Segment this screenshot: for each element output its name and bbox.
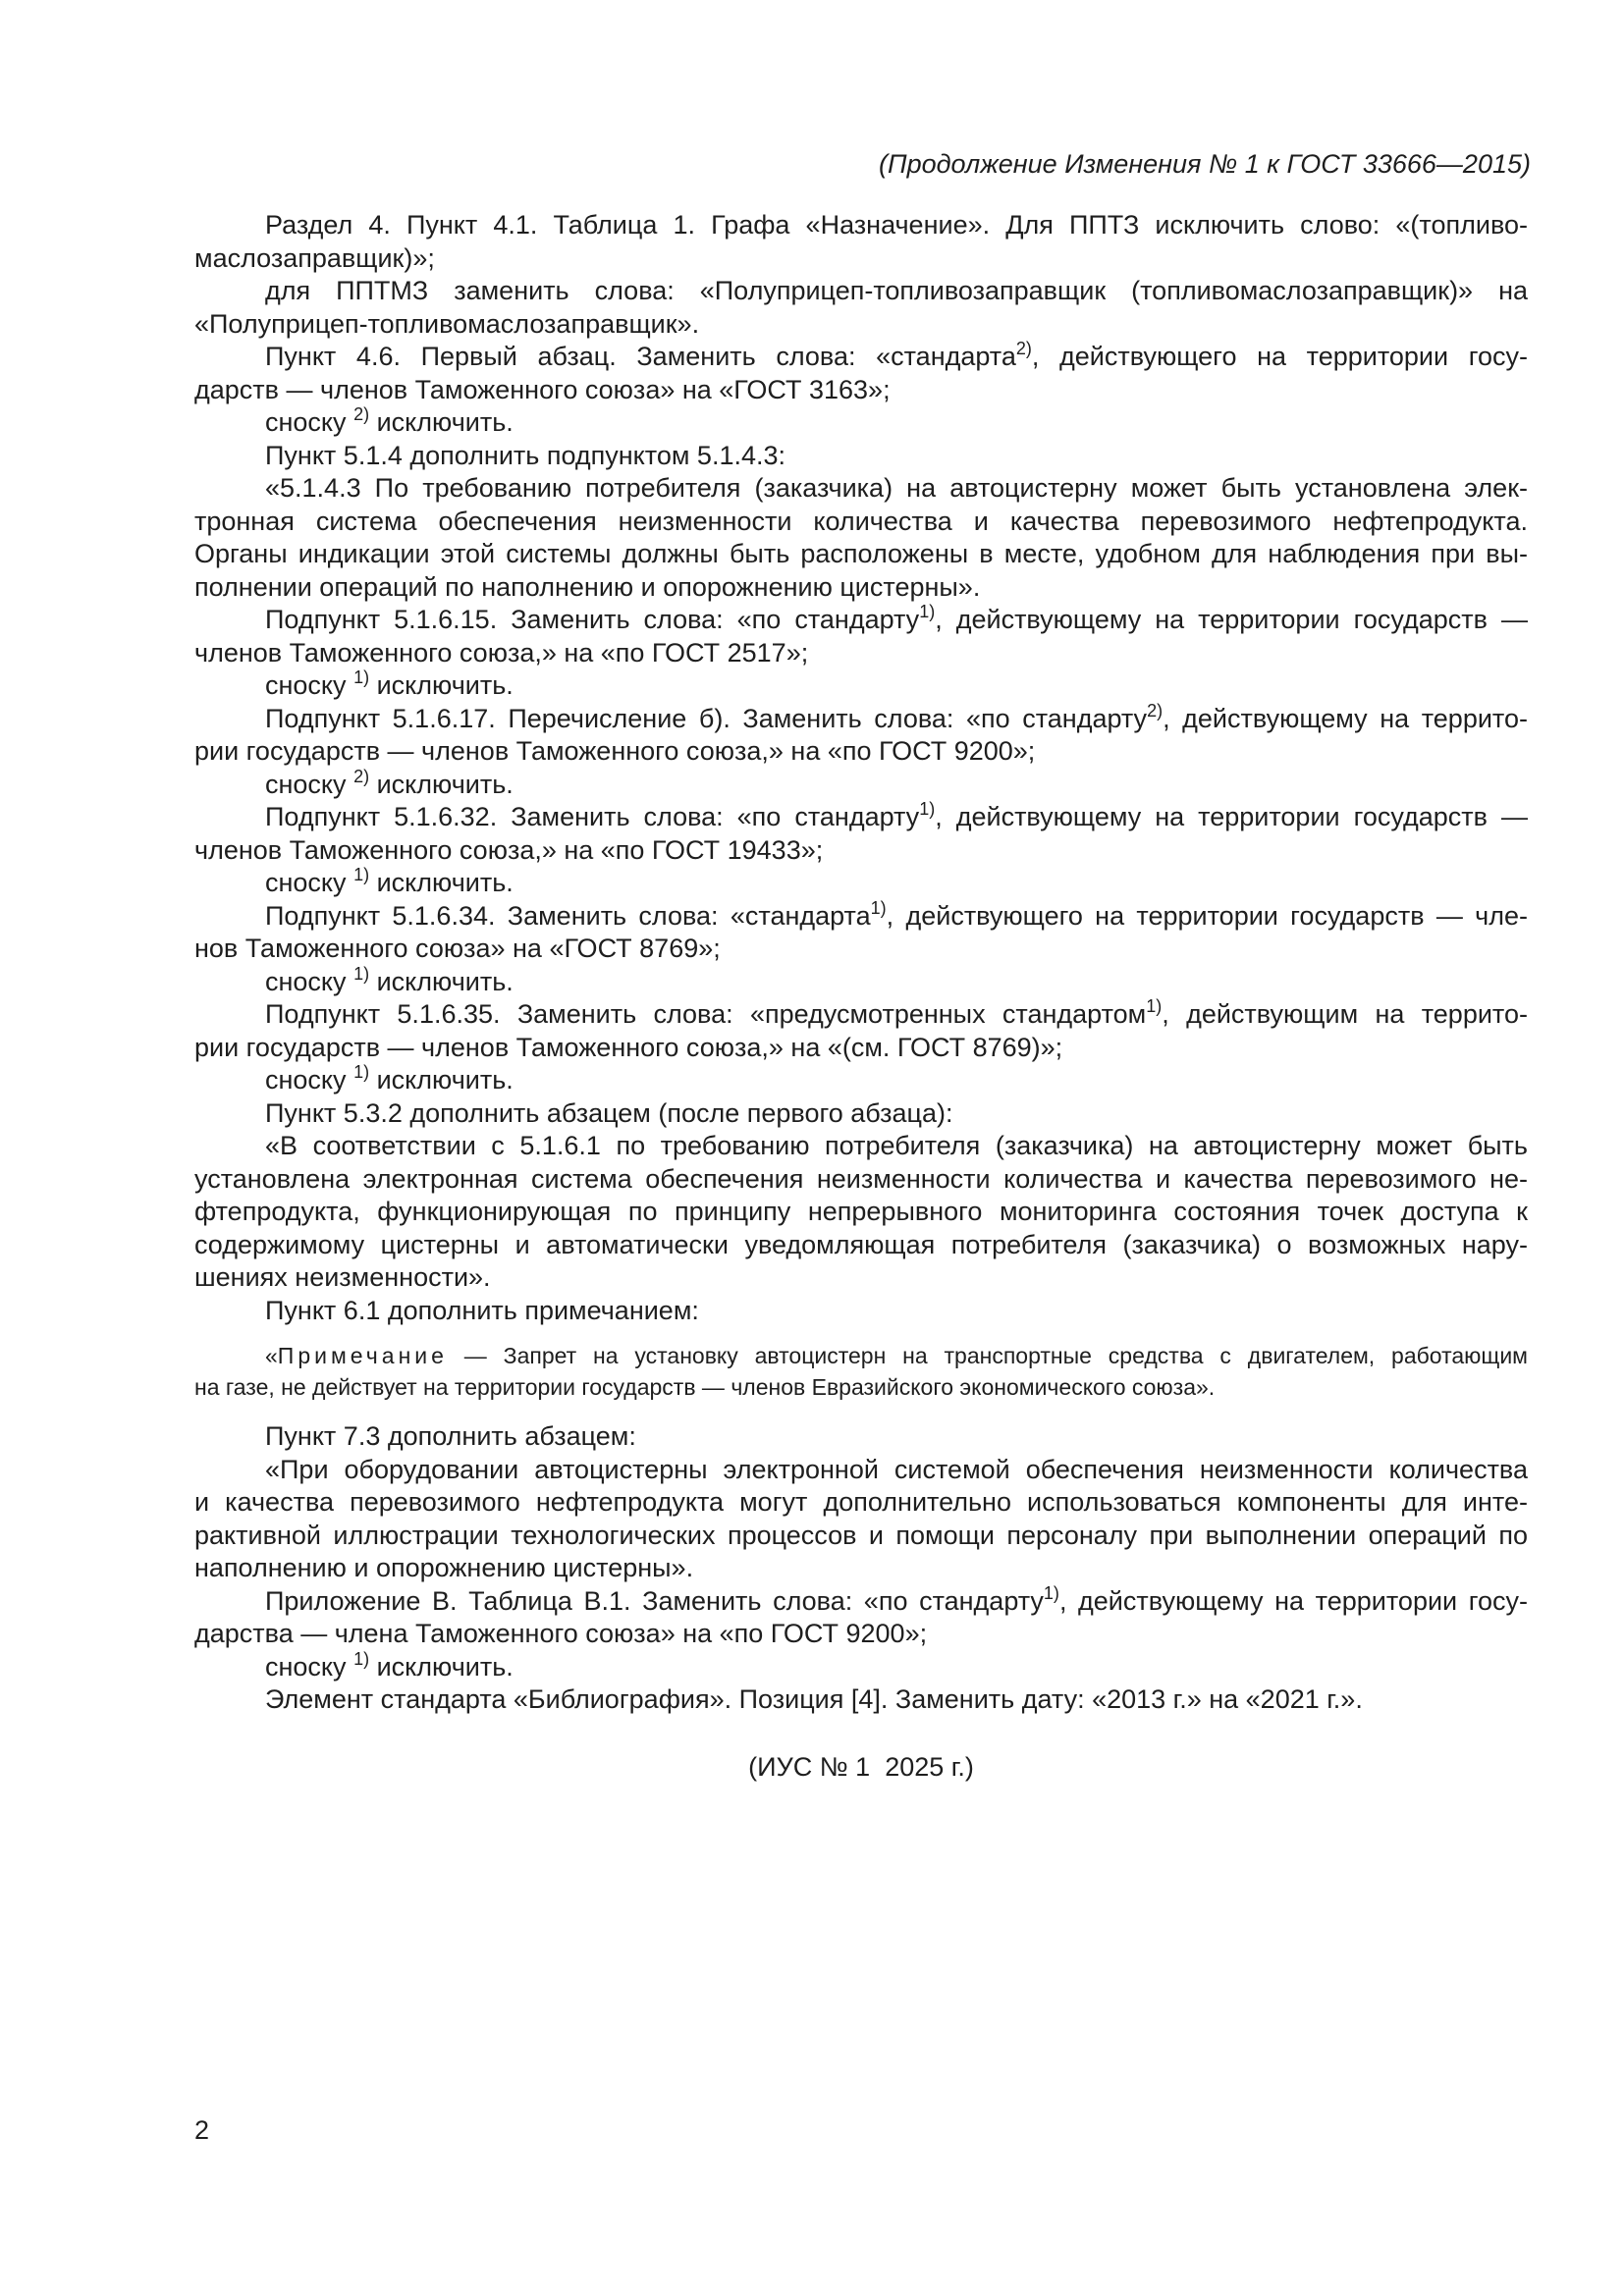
footnote-ref: 2): [1147, 700, 1164, 721]
paragraph: [194, 637, 1528, 670]
paragraph: [194, 1295, 1528, 1328]
text-line: «5.1.4.3 По требованию потребителя (заказчика) на автоцистерну может быть установлена элек-: [265, 473, 1528, 503]
paragraph: [194, 506, 1528, 539]
footnote-ref: 1): [919, 799, 936, 819]
footnote-ref: 1): [870, 897, 887, 918]
text-line: нов Таможенного союза» на «ГОСТ 8769»;: [194, 934, 721, 963]
text-line: Подпункт 5.1.6.17. Перечисление б). Заменить слова: «по стандарту: [265, 703, 1148, 733]
paragraph: [194, 1648, 1528, 1684]
paragraph: [194, 1229, 1528, 1262]
text-line: , действующему на территории государств —: [935, 802, 1528, 831]
paragraph: [194, 1196, 1528, 1229]
footnote-ref: 2): [353, 404, 370, 424]
note-block: [194, 1340, 1528, 1403]
paragraph: [194, 933, 1528, 966]
page-header: (Продолжение Изменения № 1 к ГОСТ 33666—2015): [879, 149, 1531, 179]
text-line: Пункт 4.6. Первый абзац. Заменить слова: «стандарта: [265, 342, 1016, 371]
text-line: сноску: [265, 966, 347, 996]
paragraph: [194, 834, 1528, 868]
text-line: содержимому цистерны и автоматически уведомляющая потребителя (заказчика) о возможных нару-: [194, 1229, 1528, 1259]
footnote-ref: 1): [353, 1062, 370, 1082]
text-line: рактивной иллюстрации технологических процессов и помощи персоналу при выполнении операций по: [194, 1520, 1528, 1550]
paragraph: [194, 209, 1528, 242]
text-line: шениях неизменности».: [194, 1262, 491, 1292]
text-line: маслозаправщик)»;: [194, 242, 435, 273]
note-line: [194, 1340, 1528, 1371]
text-line: исключить.: [376, 1065, 514, 1095]
footnote-ref: 2): [1015, 339, 1032, 358]
text-line: «При оборудовании автоцистерны электронной системой обеспечения неизменности количества: [265, 1454, 1528, 1484]
text-line: , действующего на территории государств — чле-: [886, 900, 1528, 931]
text-line: исключить.: [376, 407, 514, 437]
paragraph: [194, 472, 1528, 506]
footnote-ref: 1): [919, 602, 936, 621]
text-line: наполнению и опорожнению цистерны».: [194, 1553, 694, 1582]
footnote-ref: 1): [353, 963, 370, 984]
paragraph: [194, 275, 1528, 308]
paragraph: [194, 1130, 1528, 1163]
paragraph: [194, 963, 1528, 999]
text-line: Пункт 5.3.2 дополнить абзацем (после первого абзаца):: [265, 1097, 953, 1128]
text-line: Пункт 6.1 дополнить примечанием:: [265, 1295, 699, 1325]
paragraph: [194, 341, 1528, 374]
paragraph: [194, 1683, 1528, 1717]
text-line: Раздел 4. Пункт 4.1. Таблица 1. Графа «Назначение». Для ППТЗ исключить слово: «(топливо-: [265, 210, 1528, 240]
paragraph: [194, 1552, 1528, 1585]
paragraph: [194, 538, 1528, 571]
text-line: исключить.: [376, 966, 514, 996]
paragraph: [194, 1097, 1528, 1131]
paragraph: [194, 1454, 1528, 1487]
text-line: рии государств — членов Таможенного союза,» на «(см. ГОСТ 8769)»;: [194, 1032, 1063, 1062]
text-line: членов Таможенного союза,» на «по ГОСТ 19433»;: [194, 834, 824, 865]
paragraph: [194, 1420, 1528, 1454]
text-line: Элемент стандарта «Библиография». Позиция [4]. Заменить дату: «2013 г.» на «2021 г.».: [265, 1684, 1363, 1714]
text-line: сноску: [265, 769, 347, 799]
document-body: [194, 209, 1528, 1784]
paragraph: [194, 1520, 1528, 1553]
text-line: , действующему на территории государств —: [935, 605, 1528, 634]
text-line: рии государств — членов Таможенного союза,» на «по ГОСТ 9200»;: [194, 736, 1036, 766]
ius-reference: [194, 1751, 1528, 1785]
text-line: членов Таможенного союза,» на «по ГОСТ 2517»;: [194, 637, 809, 667]
text-line: Пункт 5.1.4 дополнить подпунктом 5.1.4.3:: [265, 440, 786, 470]
text-line: исключить.: [376, 769, 514, 799]
text-line: Подпункт 5.1.6.32. Заменить слова: «по стандарту: [265, 802, 920, 831]
text-line: Подпункт 5.1.6.15. Заменить слова: «по стандарту: [265, 605, 920, 634]
paragraph: [194, 374, 1528, 407]
note-label: Примечание: [277, 1343, 448, 1368]
paragraph: [194, 440, 1528, 473]
paragraph: [194, 867, 1528, 900]
paragraph: [194, 604, 1528, 637]
text-line: «Полуприцеп-топливомаслозаправщик».: [194, 308, 700, 339]
paragraph: [194, 242, 1528, 276]
paragraph: [194, 1582, 1528, 1619]
paragraph: [194, 998, 1528, 1032]
text-line: для ППТМЗ заменить слова: «Полуприцеп-топливозаправщик (топливомаслозаправщик)» на: [265, 276, 1528, 305]
text-line: сноску: [265, 670, 347, 700]
paragraph: [194, 735, 1528, 769]
text-line: установлена электронная система обеспечения неизменности количества и качества перевозимого не-: [194, 1163, 1528, 1194]
footnote-ref: 1): [353, 667, 370, 687]
text-line: исключить.: [376, 868, 514, 897]
text-line: дарств — членов Таможенного союза» на «ГОСТ 3163»;: [194, 374, 891, 404]
footnote-ref: 1): [1146, 996, 1163, 1016]
footnote-ref: 1): [353, 1648, 370, 1669]
footnote-ref: 1): [353, 865, 370, 884]
text-line: фтепродукта, функционирующая по принципу непрерывного мониторинга состояния точек доступа к: [194, 1197, 1528, 1226]
text-line: «В соответствии с 5.1.6.1 по требованию потребителя (заказчика) на автоцистерну может быть: [265, 1131, 1528, 1160]
paragraph: [194, 406, 1528, 440]
text-line: сноску: [265, 407, 347, 437]
text-line: , действующим на террито-: [1162, 999, 1528, 1029]
text-line: , действующему на территории госу-: [1058, 1585, 1528, 1616]
paragraph: [194, 766, 1528, 802]
text-line: сноску: [265, 1651, 347, 1682]
footnote-ref: 1): [1043, 1582, 1059, 1603]
paragraph: [194, 801, 1528, 834]
paragraph: [194, 308, 1528, 342]
text-line: полнении операций по наполнению и опорожнению цистерны».: [194, 571, 981, 602]
paragraph: [194, 1032, 1528, 1065]
text-line: — Запрет на установку автоцистерн на транспортные средства с двигателем, работающим: [447, 1343, 1528, 1368]
quote-mark: «: [265, 1343, 278, 1368]
text-line: на газе, не действует на территории государств — членов Евразийского экономического союза».: [194, 1374, 1216, 1400]
text-line: Приложение В. Таблица В.1. Заменить слова: «по стандарту: [265, 1585, 1044, 1616]
paragraph: [194, 1261, 1528, 1295]
text-line: сноску: [265, 1065, 347, 1095]
footnote-ref: 2): [353, 766, 370, 786]
text-line: и качества перевозимого нефтепродукта могут дополнительно использоваться компоненты для инте-: [194, 1487, 1528, 1517]
text-line: дарства — члена Таможенного союза» на «по ГОСТ 9200»;: [194, 1619, 928, 1648]
note-line: [194, 1371, 1528, 1403]
paragraph: [194, 1618, 1528, 1651]
text-line: сноску: [265, 868, 347, 897]
paragraph: [194, 669, 1528, 703]
text-line: Подпункт 5.1.6.34. Заменить слова: «стандарта: [265, 900, 871, 931]
paragraph: [194, 1486, 1528, 1520]
text-line: Органы индикации этой системы должны быть расположены в месте, удобном для наблюдения при вы-: [194, 539, 1528, 568]
paragraph: [194, 700, 1528, 736]
text-line: , действующему на террито-: [1163, 703, 1528, 733]
page-number: 2: [194, 2115, 210, 2145]
paragraph: [194, 1163, 1528, 1197]
paragraph: [194, 897, 1528, 934]
text-line: Пункт 7.3 дополнить абзацем:: [265, 1421, 636, 1451]
paragraph: [194, 1064, 1528, 1097]
text-line: исключить.: [376, 670, 514, 700]
paragraph: [194, 571, 1528, 605]
text-line: исключить.: [376, 1651, 514, 1682]
text-line: тронная система обеспечения неизменности количества и качества перевозимого нефтепродукта.: [194, 506, 1528, 536]
text-line: , действующего на территории госу-: [1031, 342, 1528, 371]
text-line: Подпункт 5.1.6.35. Заменить слова: «предусмотренных стандартом: [265, 999, 1147, 1029]
text-line: (ИУС № 1 2025 г.): [748, 1751, 974, 1782]
